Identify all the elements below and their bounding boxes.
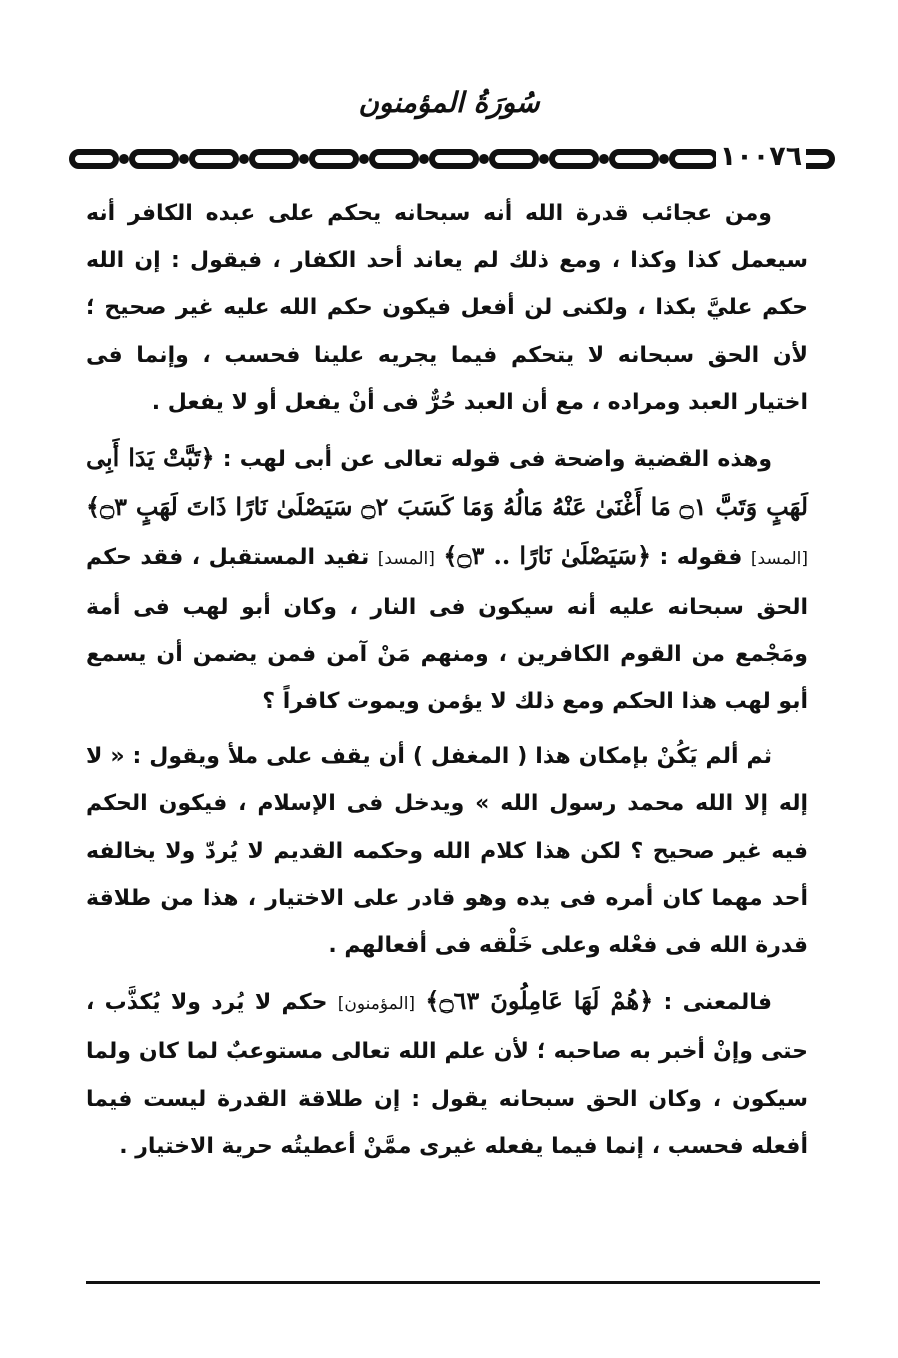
body-text [86,190,808,1178]
quran-verse-masad: ﴿تَبَّتْ يَدَا أَبِى لَهَبٍ وَتَبَّ ۝١ مَا أَغْنَىٰ عَنْهُ مَالُهُ وَمَا كَسَبَ ۝٢ سَيَصْلَىٰ نَارًا ذَاتَ لَهَبٍ ۝٣﴾ [86,443,809,522]
paragraph-1: ومن عجائب قدرة الله أنه سبحانه يحكم على عبده الكافر أنه سيعمل كذا وكذا ، ومع ذلك لم يعاند أحد الكفار ، فيقول : إن الله حكم عليَّ بكذا ، ولكنى لن أفعل فيكون حكم الله عليه غير صحيح ؛ لأن الحق سبحانه لا يتحكم فيما يجريه علينا فحسب ، وإنما فى اختيار العبد ومراده ، مع أن العبد حُرٌّ فى أنْ يفعل أو لا يفعل . [86,201,808,415]
paragraph-4 [86,977,808,1170]
quran-verse-masad-3: ﴿سَيَصْلَىٰ نَارًا .. ۝٣﴾ [443,541,652,571]
paragraph-3: ثم ألم يَكُنْ بإمكان هذا ( المغفل ) أن يقف على ملأ ويقول : « لا إله إلا الله محمد رسول الله » ويدخل فى الإسلام ، فيكون الحكم فيه غير صحيح ؟ لكن هذا كلام الله وحكمه القديم لا يُردّ ولا يخالفه أحد مهما كان أمره فى يده وهو قادر على الاختيار ، هذا من طلاقة قدرة الله فى فعْله وعلى خَلْقه فى أفعالهم . [86,744,808,959]
page-number: ١٠٠٧٦ [716,139,806,175]
surah-reference-masad: [المسد] [750,549,808,570]
quran-verse-muminun: ﴿هُمْ لَهَا عَامِلُونَ ۝٦٣﴾ [425,986,654,1016]
paragraph-2 [86,434,808,725]
surah-reference-masad-2: [المسد] [377,549,435,570]
surah-reference-muminun: [المؤمنون] [337,994,416,1015]
surah-title: سُورَةُ المؤمنون [358,86,540,119]
paragraph-4-intro: فالمعنى : [663,990,772,1016]
paragraph-2-rest: تفيد المستقبل ، فقد حكم الحق سبحانه عليه أنه سيكون فى النار ، وكان أبو لهب فى أمة ومَجْمع من القوم الكافرين ، ومنهم مَنْ آمن فمن يضمن أن يسمع أبو لهب هذا الحكم ومع ذلك لا يؤمن ويموت كافراً ؟ [86,545,808,715]
paragraph-4-rest: حكم لا يُرد ولا يُكذَّب ، حتى وإنْ أخبر به صاحبه ؛ لأن علم الله تعالى مستوعبٌ لما كان ولما سيكون ، وكان الحق سبحانه يقول : إن طلاقة القدرة ليست فيما أفعله فحسب ، إنما فيما يفعله غيرى ممَّنْ أعطيتُه حرية الاختيار . [86,990,808,1159]
paragraph-2-intro: وهذه القضية واضحة فى قوله تعالى عن أبى لهب : [222,447,773,473]
footer-rule [86,1281,820,1284]
paragraph-2-mid: فقوله : [659,545,743,571]
